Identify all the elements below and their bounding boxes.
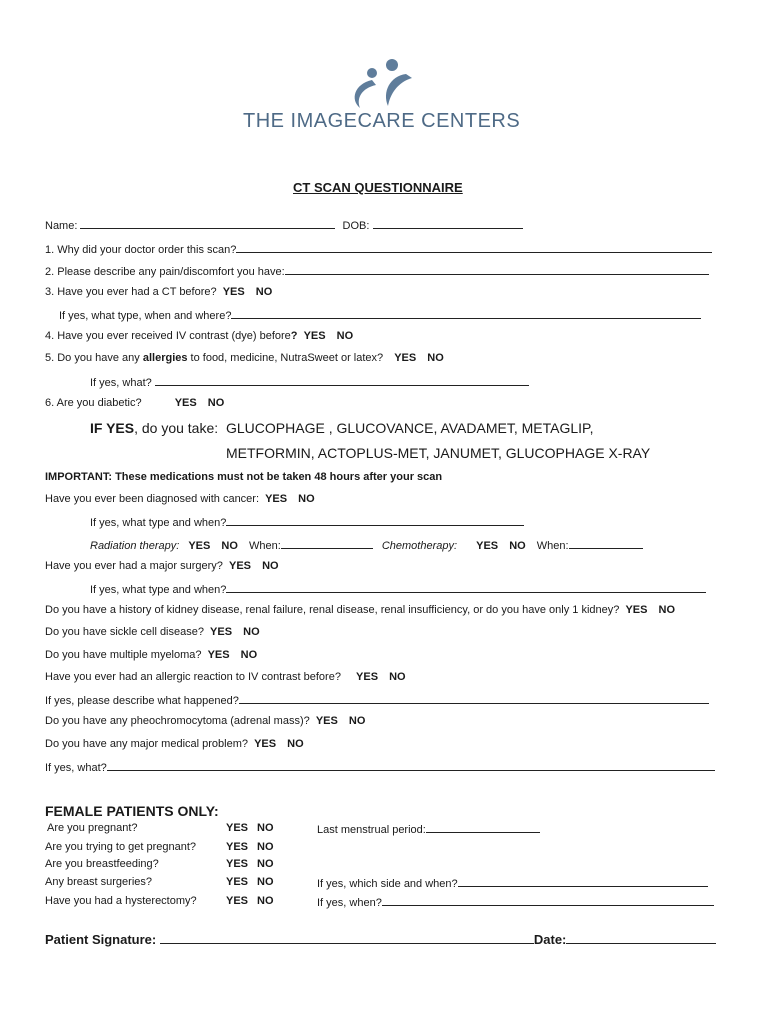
allergic-yes[interactable]: YES [356, 671, 379, 683]
question-2-text: 2. Please describe any pain/discomfort you have: [45, 266, 285, 278]
question-4 [45, 330, 353, 342]
allergic-follow-text: If yes, please describe what happened? [45, 695, 239, 707]
chemo-when-field[interactable] [569, 538, 643, 549]
question-5-follow-text: If yes, what? [90, 377, 152, 389]
name-field[interactable] [80, 218, 335, 229]
major-yes[interactable]: YES [254, 738, 277, 750]
question-5 [45, 352, 444, 364]
radiation-label: Radiation therapy: [90, 540, 180, 552]
sickle-question [45, 626, 260, 638]
signature-field[interactable] [160, 933, 534, 944]
female-row-2-q: Are you breastfeeding? [45, 858, 159, 870]
question-6 [45, 397, 224, 409]
lmp-field[interactable] [426, 822, 540, 833]
cancer-follow [90, 515, 524, 529]
female-row-0-q: Are you pregnant? [47, 822, 138, 834]
if-yes-rest: , do you take: [134, 420, 219, 436]
q4-yes[interactable]: YES [303, 330, 326, 342]
sickle-no[interactable]: NO [243, 626, 260, 638]
breast-follow-text: If yes, which side and when? [317, 878, 458, 890]
therapy-row [90, 538, 643, 552]
myeloma-text: Do you have multiple myeloma? [45, 649, 202, 661]
question-5-post: to food, medicine, NutraSweet or latex? [187, 352, 384, 364]
female-row-0-no[interactable]: NO [257, 822, 274, 834]
allergic-follow [45, 693, 709, 707]
cancer-no[interactable]: NO [298, 493, 315, 505]
question-2 [45, 264, 709, 278]
q5-yes[interactable]: YES [394, 352, 417, 364]
myeloma-no[interactable]: NO [240, 649, 258, 661]
q6-no[interactable]: NO [207, 397, 225, 409]
question-4-mark: ? [290, 330, 298, 342]
radiation-when-field[interactable] [281, 538, 373, 549]
pheo-question [45, 715, 365, 727]
surgery-question [45, 560, 279, 572]
lmp-label: Last menstrual period: [317, 824, 426, 836]
pheo-text: Do you have any pheochromocytoma (adrenal mass)? [45, 715, 310, 727]
q4-no[interactable]: NO [336, 330, 354, 342]
female-heading: FEMALE PATIENTS ONLY: [45, 803, 219, 819]
meds-line-2: METFORMIN, ACTOPLUS-MET, JANUMET, GLUCOPHAGE X-RAY [226, 445, 651, 461]
surgery-yes[interactable]: YES [229, 560, 252, 572]
question-5-bold: allergies [142, 352, 188, 364]
name-label: Name: [45, 220, 78, 232]
major-follow [45, 760, 715, 774]
dob-label: DOB: [342, 220, 370, 232]
meds-line-1: GLUCOPHAGE , GLUCOVANCE, AVADAMET, METAGLIP, [226, 420, 594, 436]
allergic-text: Have you ever had an allergic reaction to IV contrast before? [45, 671, 341, 683]
chemo-yes[interactable]: YES [476, 540, 499, 552]
hyst-follow-text: If yes, when? [317, 897, 382, 909]
female-row-1-no[interactable]: NO [257, 841, 274, 853]
female-row-1-yes[interactable]: YES [226, 841, 249, 853]
surgery-text: Have you ever had a major surgery? [45, 560, 223, 572]
question-3 [45, 286, 272, 298]
major-question [45, 738, 304, 750]
kidney-text: Do you have a history of kidney disease, renal failure, renal disease, renal insufficiency, or do you have only 1 kidney? [45, 604, 620, 616]
question-3-follow-text: If yes, what type, when and where? [59, 310, 232, 322]
kidney-yes[interactable]: YES [625, 604, 648, 616]
chemo-no[interactable]: NO [509, 540, 526, 552]
major-follow-field[interactable] [107, 760, 715, 771]
pheo-no[interactable]: NO [348, 715, 366, 727]
logo-mark-icon [346, 58, 416, 110]
logo-wordmark: THE IMAGECARE CENTERS [243, 110, 521, 132]
hyst-follow-field[interactable] [382, 895, 714, 906]
sickle-yes[interactable]: YES [210, 626, 233, 638]
question-2-field[interactable] [285, 264, 709, 275]
date-label: Date: [533, 932, 567, 947]
question-5-follow [90, 375, 529, 389]
radiation-yes[interactable]: YES [188, 540, 211, 552]
question-5-pre: 5. Do you have any [45, 352, 143, 364]
kidney-no[interactable]: NO [658, 604, 676, 616]
date-field[interactable] [566, 933, 716, 944]
q3-no[interactable]: NO [255, 286, 273, 298]
question-6-text: 6. Are you diabetic? [45, 397, 142, 409]
question-1 [45, 242, 712, 256]
lmp-row [317, 822, 540, 836]
cancer-question [45, 493, 315, 505]
page-title: CT SCAN QUESTIONNAIRE [293, 180, 463, 195]
chemo-when-label: When: [536, 540, 569, 552]
female-row-1-q: Are you trying to get pregnant? [45, 841, 197, 853]
female-row-4-q: Have you had a hysterectomy? [45, 895, 197, 907]
breast-follow [317, 876, 708, 890]
signature-label: Patient Signature: [45, 932, 157, 947]
question-3-follow [59, 308, 701, 322]
question-4-text: 4. Have you ever received IV contrast (dye) before [45, 330, 291, 342]
question-3-text: 3. Have you ever had a CT before? [45, 286, 217, 298]
pheo-yes[interactable]: YES [315, 715, 338, 727]
myeloma-yes[interactable]: YES [207, 649, 230, 661]
radiation-when-label: When: [248, 540, 281, 552]
female-row-3-q: Any breast surgeries? [45, 876, 152, 888]
cancer-text: Have you ever been diagnosed with cancer: [45, 493, 260, 505]
q6-yes[interactable]: YES [174, 397, 197, 409]
female-row-0-yes[interactable]: YES [226, 822, 249, 834]
chemo-label: Chemotherapy: [381, 540, 458, 552]
female-row-3-yes[interactable]: YES [226, 876, 249, 888]
female-row-2-no[interactable]: NO [257, 858, 274, 870]
question-3-follow-field[interactable] [231, 308, 701, 319]
name-row [45, 218, 523, 232]
myeloma-question [45, 649, 257, 661]
if-yes-meds [90, 420, 218, 436]
surgery-no[interactable]: NO [262, 560, 279, 572]
question-1-field[interactable] [236, 242, 712, 253]
question-5-follow-field[interactable] [155, 375, 529, 386]
female-row-3-no[interactable]: NO [257, 876, 274, 888]
cancer-follow-text: If yes, what type and when? [90, 517, 227, 529]
major-follow-text: If yes, what? [45, 762, 107, 774]
if-yes-bold: IF YES [90, 420, 135, 436]
dob-field[interactable] [373, 218, 523, 229]
q3-yes[interactable]: YES [222, 286, 245, 298]
allergic-follow-field[interactable] [239, 693, 709, 704]
question-1-text: 1. Why did your doctor order this scan? [45, 244, 237, 256]
major-text: Do you have any major medical problem? [45, 738, 248, 750]
cancer-yes[interactable]: YES [265, 493, 288, 505]
female-row-4-no[interactable]: NO [257, 895, 274, 907]
kidney-question [45, 604, 675, 616]
signature-row [45, 932, 716, 947]
important-note: IMPORTANT: These medications must not be taken 48 hours after your scan [45, 471, 443, 483]
breast-follow-field[interactable] [458, 876, 708, 887]
sickle-text: Do you have sickle cell disease? [45, 626, 204, 638]
female-row-4-yes[interactable]: YES [226, 895, 249, 907]
surgery-follow [90, 582, 706, 596]
cancer-follow-field[interactable] [226, 515, 524, 526]
q5-no[interactable]: NO [427, 352, 444, 364]
surgery-follow-text: If yes, what type and when? [90, 584, 227, 596]
major-no[interactable]: NO [287, 738, 304, 750]
allergic-no[interactable]: NO [389, 671, 406, 683]
radiation-no[interactable]: NO [221, 540, 238, 552]
female-row-2-yes[interactable]: YES [226, 858, 249, 870]
hyst-follow [317, 895, 714, 909]
surgery-follow-field[interactable] [226, 582, 706, 593]
allergic-question [45, 671, 406, 683]
